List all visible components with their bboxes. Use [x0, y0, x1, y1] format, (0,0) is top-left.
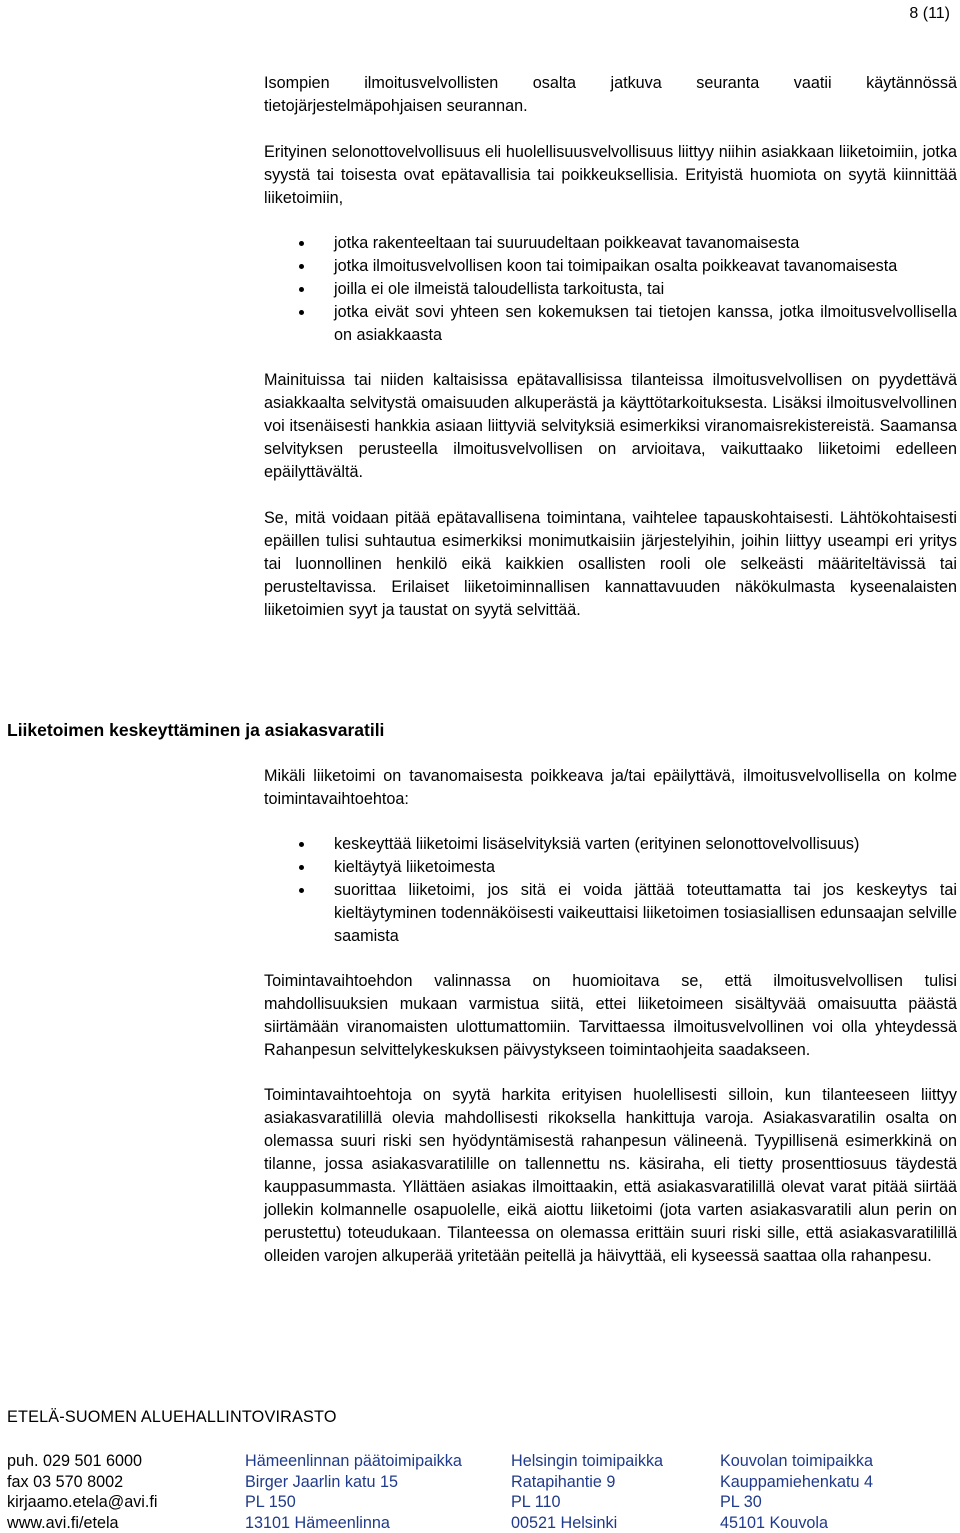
footer-hameenlinna [245, 1451, 462, 1533]
footer-office-name: Helsingin toimipaikka [511, 1452, 664, 1470]
section-block [264, 765, 957, 1268]
list-item: jotka eivät sovi yhteen sen kokemuksen tai tietojen kanssa, jotka ilmoitusvelvollisella on asiakkaasta [264, 301, 957, 347]
unusual-transactions-list [264, 232, 957, 347]
footer-helsinki [511, 1451, 663, 1533]
footer-office-name: Kouvolan toimipaikka [720, 1452, 873, 1470]
paragraph-options-intro: Mikäli liiketoimi on tavanomaisesta poikkeava ja/tai epäilyttävä, ilmoitusvelvollisella on kolme toimintavaihtoehtoa: [264, 767, 957, 808]
bullet-icon [299, 842, 304, 847]
footer-contact [7, 1451, 158, 1533]
footer-office-name: Hämeenlinnan päätoimipaikka [245, 1452, 462, 1470]
list-item: kieltäytyä liiketoimesta [264, 856, 957, 879]
footer-street: Kauppamiehenkatu 4 [720, 1472, 873, 1491]
paragraph-due-diligence: Erityinen selonottovelvollisuus eli huolellisuusvelvollisuus liittyy niihin asiakkaan liiketoimiin, jotka syystä tai toisesta ovat epätavallisia tai poikkeuksellisia. Erityistä huomiota on syytä kiinnittää liiketoimiin, [264, 143, 957, 207]
footer-postal: 00521 Helsinki [511, 1513, 618, 1532]
paragraph-clarification: Mainituissa tai niiden kaltaisissa epätavallisissa tilanteissa ilmoitusvelvollisen on pyydettävä asiakkaalta selvitystä omaisuuden alkuperästä ja käyttötarkoituksesta. Lisäksi ilmoitusvelvollinen voi itsenäisesti hankkia asiaan liittyviä selvityksiä esimerkiksi viranomaisrekistereistä. Saamansa selvityksen perusteella ilmoitusvelvollisen on arvioitava, vaikuttaako liiketoimi edelleen epäilyttävältä. [264, 371, 957, 481]
footer-kouvola [720, 1451, 873, 1533]
options-list [264, 833, 957, 948]
list-item: jotka ilmoitusvelvollisen koon tai toimipaikan osalta poikkeavat tavanomaisesta [264, 255, 957, 278]
intro-block [264, 72, 957, 622]
footer-organization: ETELÄ-SUOMEN ALUEHALLINTOVIRASTO [7, 1408, 337, 1426]
bullet-icon [299, 241, 304, 246]
bullet-icon [299, 888, 304, 893]
bullet-icon [299, 865, 304, 870]
bullet-icon [299, 310, 304, 315]
footer-street: Birger Jaarlin katu 15 [245, 1472, 398, 1491]
footer-phone: puh. 029 501 6000 [7, 1452, 143, 1470]
list-item: jotka rakenteeltaan tai suuruudeltaan poikkeavat tavanomaisesta [264, 232, 957, 255]
list-item: keskeyttää liiketoimi lisäselvityksiä varten (erityinen selonottovelvollisuus) [264, 833, 957, 856]
footer-fax: fax 03 570 8002 [7, 1472, 124, 1491]
bullet-icon [299, 287, 304, 292]
footer-postal: 13101 Hämeenlinna [245, 1513, 390, 1532]
list-item: joilla ei ole ilmeistä taloudellista tarkoitusta, tai [264, 278, 957, 301]
list-item: suorittaa liiketoimi, jos sitä ei voida jättää toteuttamatta tai jos keskeytys tai kieltäytyminen todennäköisesti vaikeuttaisi liiketoimen tosiasiallisen edunsaajan selville saamista [264, 879, 957, 948]
paragraph-unusual-activity: Se, mitä voidaan pitää epätavallisena toimintana, vaihtelee tapauskohtaisesti. Lähtökohtaisesti epäillen tulisi suhtautua esimerkiksi monimutkaisiin järjestelyihin, joihin liittyy useampi eri yritys tai luonnollinen henkilö eikä kaikkien osallisten rooli ole selkeästi määriteltävissä tai perusteltavissa. Erilaiset liiketoiminnallisen kannattavuuden näkökulmasta kyseenalaisten liiketoimien syyt ja taustat on syytä selvittää. [264, 509, 957, 619]
paragraph-option-choice: Toimintavaihtoehdon valinnassa on huomioitava se, että ilmoitusvelvollisen tulisi mahdollisuuksien mukaan varmistua siitä, ettei liiketoimeen sisältyvää omaisuutta päästä siirtämään viranomaisten ulottumattomiin. Tarvittaessa ilmoitusvelvollinen voi olla yhteydessä Rahanpesun selvittelykeskuksen päivystykseen toimintaohjeita saadakseen. [264, 972, 957, 1059]
paragraph-client-account: Toimintavaihtoehtoja on syytä harkita erityisen huolellisesti silloin, kun tilanteeseen liittyy asiakasvaratilillä olevia mahdollisesti rikoksella hankittuja varoja. Asiakasvaratilin osalta on olemassa suuri riski sen hyödyntämisestä rahanpesun välineenä. Tyypillisenä esimerkkinä on tilanne, jossa asiakasvaratilille on tallennettu ns. käsiraha, eli tietty prosenttiosuus täydestä kauppasummasta. Yllättäen asiakas ilmoittaakin, että asiakasvaratilillä olevat varat pitää siirtää jollekin kolmannelle osapuolelle, eikä aiottu liiketoimi (jota varten asiakasvaratili alun perin on perustettu) toteudukaan. Tilanteessa on olemassa erittäin suuri riski sille, että asiakasvaratilillä olleiden varojen alkuperää yritetään peitellä ja häivyttää, eli kyseessä saattaa olla rahanpesu. [264, 1086, 957, 1265]
bullet-icon [299, 264, 304, 269]
footer-postal: 45101 Kouvola [720, 1513, 829, 1532]
section-heading: Liiketoimen keskeyttäminen ja asiakasvaratili [7, 720, 385, 740]
page-number: 8 (11) [909, 5, 950, 22]
paragraph-monitoring: Isompien ilmoitusvelvollisten osalta jatkuva seuranta vaatii käytännössä tietojärjestelmäpohjaisen seurannan. [264, 74, 957, 115]
footer-street: Ratapihantie 9 [511, 1472, 616, 1491]
footer-website-link[interactable]: www.avi.fi/etela [7, 1513, 119, 1532]
footer-po-box: PL 30 [720, 1493, 762, 1511]
footer-po-box: PL 110 [511, 1493, 561, 1511]
footer-po-box: PL 150 [245, 1493, 296, 1511]
footer-email-link[interactable]: kirjaamo.etela@avi.fi [7, 1493, 158, 1511]
